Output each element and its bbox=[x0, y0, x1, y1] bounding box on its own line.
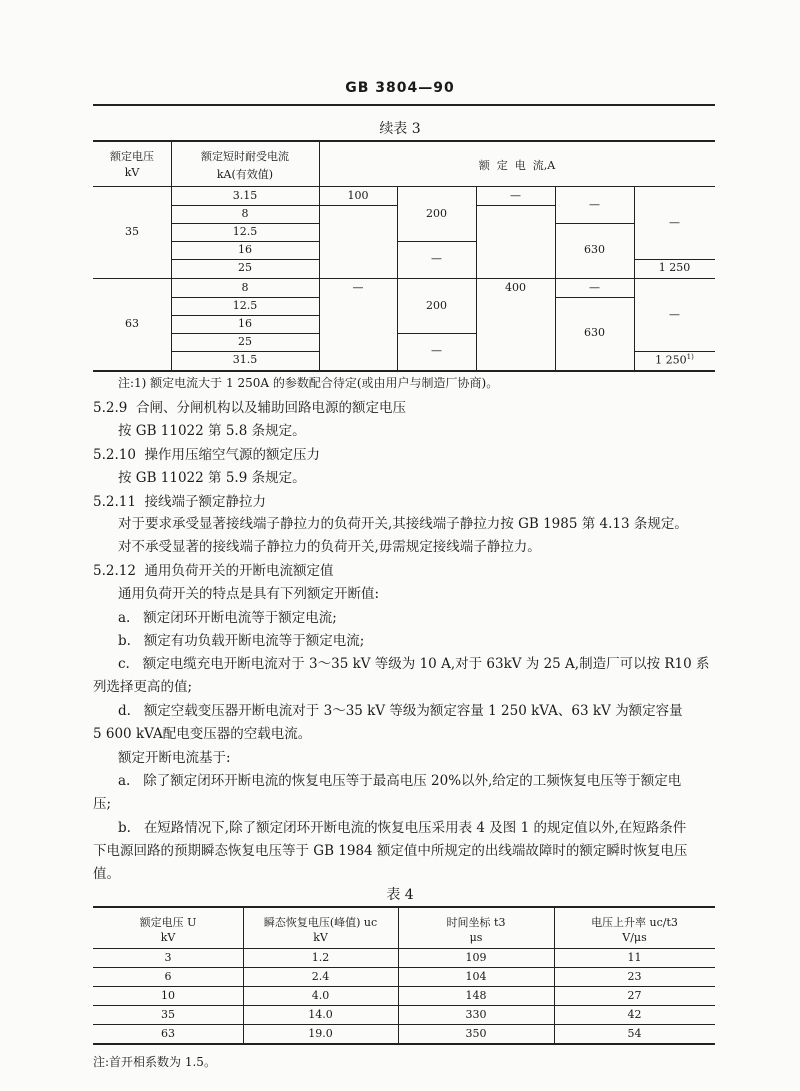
t3-current: 25 bbox=[238, 335, 252, 348]
t4-cell: 4.0 bbox=[311, 989, 330, 1002]
t4-cell: 3 bbox=[164, 951, 172, 964]
t3-head-voltage: 额定电压 bbox=[110, 150, 154, 163]
table3-note: 注:1) 额定电流大于 1 250A 的参数配合待定(或由用户与制造厂协商)。 bbox=[118, 376, 499, 390]
t3-current: 3.15 bbox=[232, 189, 258, 202]
table4-note: 注:首开相系数为 1.5。 bbox=[93, 1055, 216, 1069]
t3-dash: — bbox=[431, 344, 442, 357]
t3-head-voltage-unit: kV bbox=[124, 166, 140, 179]
list-item-b: b. 额定有功负载开断电流等于额定电流; bbox=[118, 633, 365, 649]
t3-rule-top bbox=[93, 140, 715, 142]
section-number: 5.2.11 bbox=[93, 494, 136, 510]
t3-current: 16 bbox=[238, 317, 252, 330]
t3-dash: — bbox=[510, 189, 521, 202]
section-title: 通用负荷开关的开断电流额定值 bbox=[144, 563, 334, 579]
basis-item-a: a. 除了额定闭环开断电流的恢复电压等于最高电压 20%以外,给定的工频恢复电压等于额定电 bbox=[118, 773, 682, 789]
t3-current: 16 bbox=[238, 243, 252, 256]
t4-cell: 6 bbox=[164, 970, 172, 983]
basis-item-b-cont2: 值。 bbox=[93, 866, 120, 882]
section-body: 按 GB 11022 第 5.8 条规定。 bbox=[118, 423, 306, 439]
basis-item-a-cont: 压; bbox=[93, 796, 112, 812]
t4-cell: 10 bbox=[161, 989, 175, 1002]
section-title: 接线端子额定静拉力 bbox=[144, 494, 267, 510]
t4-head-voltage: 额定电压 U bbox=[139, 916, 197, 929]
basis-intro: 额定开断电流基于: bbox=[118, 750, 231, 766]
t3-current: 12.5 bbox=[232, 225, 258, 238]
section-title: 操作用压缩空气源的额定压力 bbox=[144, 447, 321, 463]
t3-voltage-35: 35 bbox=[125, 225, 139, 238]
section-number: 5.2.12 bbox=[93, 563, 136, 579]
t3-dash: — bbox=[352, 281, 364, 294]
t4-cell: 27 bbox=[627, 989, 642, 1002]
t3-head-short-time: 额定短时耐受电流 bbox=[201, 150, 289, 163]
table3-caption: 续表 3 bbox=[379, 121, 421, 137]
t3-dash: — bbox=[669, 308, 680, 321]
header-rule bbox=[93, 104, 715, 106]
t4-head-trv: 瞬态恢复电压(峰值) uc bbox=[263, 916, 378, 929]
t4-cell: 350 bbox=[465, 1027, 487, 1040]
t4-cell: 104 bbox=[465, 970, 487, 983]
section-5-2-9 bbox=[93, 396, 406, 416]
t3-head-rated-current: 额 定 电 流,A bbox=[478, 159, 556, 172]
t3-value-400: 400 bbox=[505, 281, 526, 294]
t4-cell: 148 bbox=[465, 989, 487, 1002]
t4-cell: 54 bbox=[627, 1027, 642, 1040]
t4-cell: 2.4 bbox=[311, 970, 330, 983]
t3-dash: — bbox=[589, 198, 600, 211]
t4-cell: 330 bbox=[465, 1008, 487, 1021]
section-number: 5.2.9 bbox=[93, 400, 128, 416]
t4-cell: 23 bbox=[627, 970, 642, 983]
t4-head-time-unit: μs bbox=[469, 931, 483, 944]
section-5-2-11 bbox=[93, 490, 266, 510]
t3-current: 12.5 bbox=[232, 299, 258, 312]
t3-value-630: 630 bbox=[584, 243, 605, 256]
t3-value-200: 200 bbox=[426, 207, 447, 220]
t3-dash: — bbox=[431, 252, 442, 265]
t3-current: 31.5 bbox=[232, 353, 258, 366]
section-5-2-12 bbox=[93, 559, 334, 579]
t3-value-200: 200 bbox=[426, 299, 447, 312]
section-body: 对于要求承受显著接线端子静拉力的负荷开关,其接线端子静拉力按 GB 1985 第 4.13 条规定。 bbox=[118, 516, 688, 532]
t3-value-1250-note bbox=[634, 353, 715, 367]
section-5-2-10 bbox=[93, 443, 320, 463]
t3-rule-head bbox=[93, 186, 715, 187]
t4-cell: 63 bbox=[161, 1027, 175, 1040]
list-item-c: c. 额定电缆充电开断电流对于 3～35 kV 等级为 10 A,对于 63kV 为 25 A,制造厂可以按 R10 系 bbox=[118, 656, 710, 672]
t4-head-time: 时间坐标 t3 bbox=[446, 916, 506, 929]
t4-cell: 14.0 bbox=[308, 1008, 333, 1021]
t4-head-voltage-unit: kV bbox=[160, 931, 176, 944]
t3-value-1250b: 1 250 bbox=[655, 353, 687, 367]
t4-head-trv-unit: kV bbox=[313, 931, 328, 944]
t3-value-100: 100 bbox=[347, 189, 369, 202]
t3-dash: — bbox=[669, 216, 680, 229]
t4-cell: 1.2 bbox=[311, 951, 330, 964]
t4-cell: 11 bbox=[627, 951, 642, 964]
t4-cell: 35 bbox=[161, 1008, 175, 1021]
list-item-c-cont: 列选择更高的值; bbox=[93, 679, 193, 695]
t3-dash: — bbox=[589, 281, 600, 294]
t3-current: 25 bbox=[238, 261, 252, 274]
table4-caption: 表 4 bbox=[386, 887, 414, 903]
basis-item-b-cont: 下电源回路的预期瞬态恢复电压等于 GB 1984 额定值中所规定的出线端故障时的额定瞬时恢复电压 bbox=[93, 843, 688, 859]
t3-voltage-63: 63 bbox=[125, 317, 139, 330]
t4-cell: 42 bbox=[627, 1008, 642, 1021]
t3-current: 8 bbox=[241, 207, 249, 220]
section-body: 对不承受显著的接线端子静拉力的负荷开关,毋需规定接线端子静拉力。 bbox=[118, 539, 541, 555]
t3-value-630: 630 bbox=[584, 326, 605, 339]
list-item-a: a. 额定闭环开断电流等于额定电流; bbox=[118, 610, 337, 626]
list-item-d: d. 额定空载变压器开断电流对于 3～35 kV 等级为额定容量 1 250 kVA、63 kV 为额定容量 bbox=[118, 703, 683, 719]
section-number: 5.2.10 bbox=[93, 447, 136, 463]
list-item-d-cont: 5 600 kVA配电变压器的空载电流。 bbox=[93, 726, 312, 742]
section-body: 按 GB 11022 第 5.9 条规定。 bbox=[118, 470, 306, 486]
t3-rule-bottom bbox=[93, 370, 715, 372]
section-title: 合闸、分闸机构以及辅助回路电源的额定电压 bbox=[135, 400, 406, 416]
t3-current: 8 bbox=[241, 281, 249, 294]
t3-head-short-time-unit: kA(有效值) bbox=[216, 168, 274, 181]
t3-value-1250: 1 250 bbox=[658, 261, 691, 274]
t4-cell: 19.0 bbox=[308, 1027, 333, 1040]
t4-head-rate: 电压上升率 uc/t3 bbox=[591, 916, 678, 929]
basis-item-b: b. 在短路情况下,除了额定闭环开断电流的恢复电压采用表 4 及图 1 的规定值以外,在短路条件 bbox=[118, 820, 687, 836]
t4-cell: 109 bbox=[465, 951, 487, 964]
t3-rule-group bbox=[93, 278, 715, 279]
t4-head-rate-unit: V/μs bbox=[622, 931, 647, 944]
page-header: GB 3804—90 bbox=[345, 80, 455, 96]
t3-footnote-mark: 1) bbox=[686, 353, 694, 361]
section-body: 通用负荷开关的特点是具有下列额定开断值: bbox=[118, 586, 380, 602]
